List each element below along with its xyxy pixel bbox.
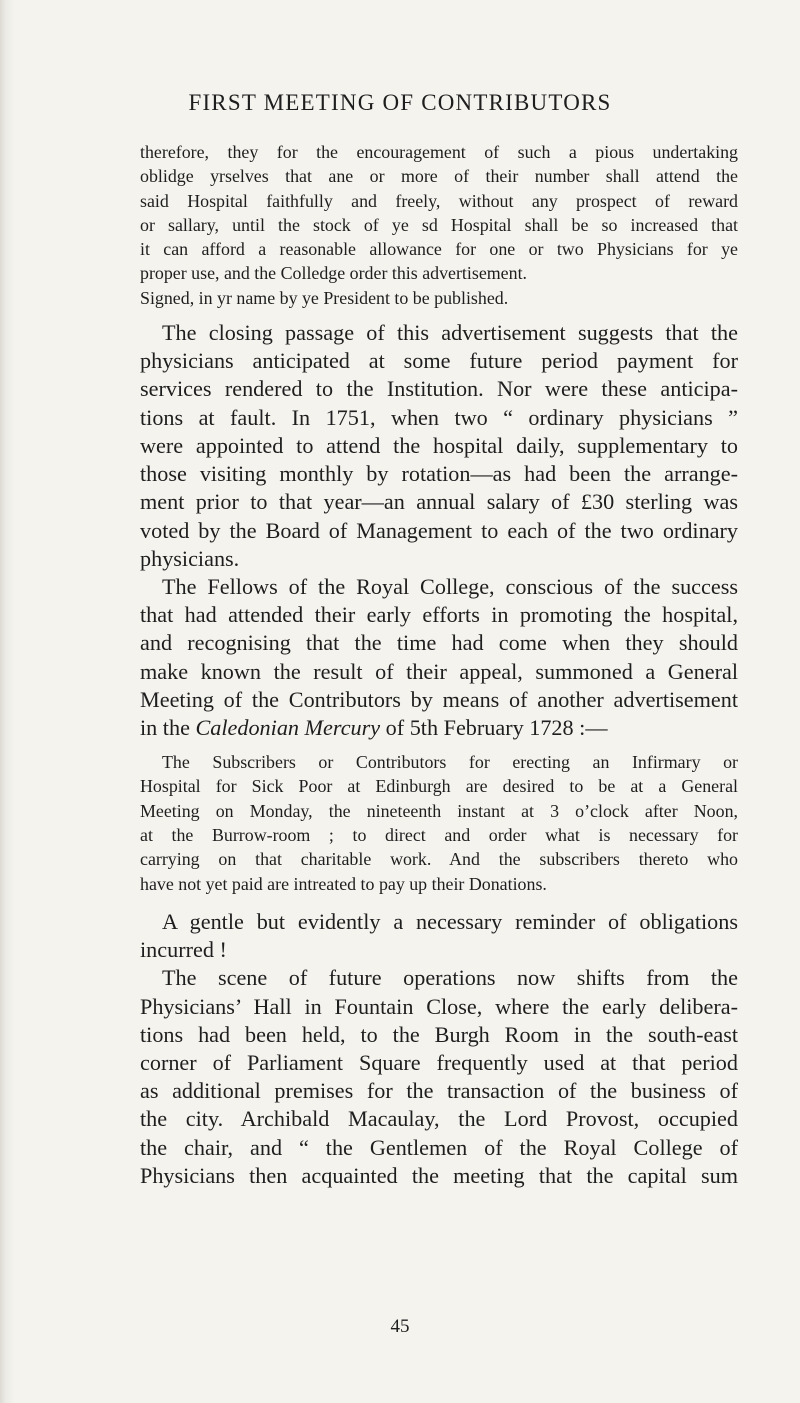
quote-line: The Subscribers or Contributors for erecting an Infirmary or <box>162 752 738 773</box>
paragraph-line: the chair, and “ the Gentlemen of the Royal College of <box>140 1134 738 1160</box>
paragraph-reminder <box>140 908 738 964</box>
paragraph-line: corner of Parliament Square frequently used at that period <box>140 1049 738 1075</box>
line-text: in the <box>140 714 196 740</box>
paragraph-line: make known the result of their appeal, summoned a General <box>140 658 738 684</box>
quote-line: Meeting on Monday, the nineteenth instant at 3 o’clock after Noon, <box>140 800 738 821</box>
quoted-advertisement-2 <box>140 750 738 896</box>
running-head: FIRST MEETING OF CONTRIBUTORS <box>188 90 612 115</box>
paragraph-line: Meeting of the Contributors by means of another advertisement <box>140 686 738 712</box>
paragraph-line: Physicians’ Hall in Fountain Close, where the early delibera- <box>140 993 738 1019</box>
quoted-advertisement-1 <box>140 140 738 310</box>
paragraph-line: services rendered to the Institution. Nor were these anticipa- <box>140 376 738 402</box>
quote-line: or sallary, until the stock of ye sd Hospital shall be so increased that <box>140 214 738 235</box>
line-text: of 5th February 1728 :— <box>380 714 608 740</box>
paragraph-closing-passage <box>140 319 738 573</box>
quote-line: therefore, they for the encouragement of such a pious undertaking <box>140 142 738 162</box>
page-gutter-shadow <box>0 0 14 1403</box>
paragraph-line: tions had been held, to the Burgh Room in the south-east <box>140 1021 738 1047</box>
paragraph-scene <box>140 964 738 1190</box>
quote-line: proper use, and the Colledge order this advertisement. <box>140 263 528 284</box>
paragraph-line: voted by the Board of Management to each of the two ordinary <box>140 517 738 543</box>
paragraph-line: incurred ! <box>140 937 227 963</box>
paragraph-line: Physicians then acquainted the meeting that the capital sum <box>140 1162 738 1188</box>
paragraph-line: that had attended their early efforts in promoting the hospital, <box>140 602 738 628</box>
quote-line: at the Burrow-room ; to direct and order what is necessary for <box>140 825 738 846</box>
newspaper-title: Caledonian Mercury <box>195 714 381 740</box>
quote-line: said Hospital faithfully and freely, without any prospect of reward <box>140 190 738 211</box>
paragraph-line: the city. Archibald Macaulay, the Lord Provost, occupied <box>140 1106 738 1132</box>
quote-line: have not yet paid are intreated to pay up their Donations. <box>140 873 547 894</box>
paragraph-line: A gentle but evidently a necessary reminder of obligations <box>162 908 738 934</box>
quote-line: oblidge yrselves that ane or more of their number shall attend the <box>140 166 738 187</box>
paragraph-line: The Fellows of the Royal College, conscious of the success <box>162 573 738 599</box>
paragraph-line: tions at fault. In 1751, when two “ ordinary physicians ” <box>140 404 738 430</box>
paragraph-line: ment prior to that year—an annual salary of £30 sterling was <box>140 489 738 515</box>
quote-line: Hospital for Sick Poor at Edinburgh are desired to be at a General <box>140 776 738 797</box>
quote-line: Signed, in yr name by ye President to be published. <box>140 287 509 308</box>
paragraph-line: The scene of future operations now shifts from the <box>162 965 738 991</box>
paragraph-line: The closing passage of this advertisement suggests that the <box>162 320 738 346</box>
paragraph-line <box>140 714 738 742</box>
quote-line: carrying on that charitable work. And the subscribers thereto who <box>140 849 738 870</box>
quote-line: it can afford a reasonable allowance for one or two Physicians for ye <box>140 239 738 260</box>
paragraph-line: as additional premises for the transaction of the business of <box>140 1078 738 1104</box>
paragraph-line: were appointed to attend the hospital daily, supplementary to <box>140 432 738 458</box>
paragraph-fellows <box>140 573 738 742</box>
paragraph-line: physicians anticipated at some future period payment for <box>140 348 738 374</box>
page-body <box>140 140 738 1190</box>
paragraph-line: physicians. <box>140 545 240 571</box>
paragraph-line: and recognising that the time had come when they should <box>140 630 738 656</box>
paragraph-line: those visiting monthly by rotation—as had been the arrange- <box>140 461 738 487</box>
page-number: 45 <box>390 1316 410 1337</box>
